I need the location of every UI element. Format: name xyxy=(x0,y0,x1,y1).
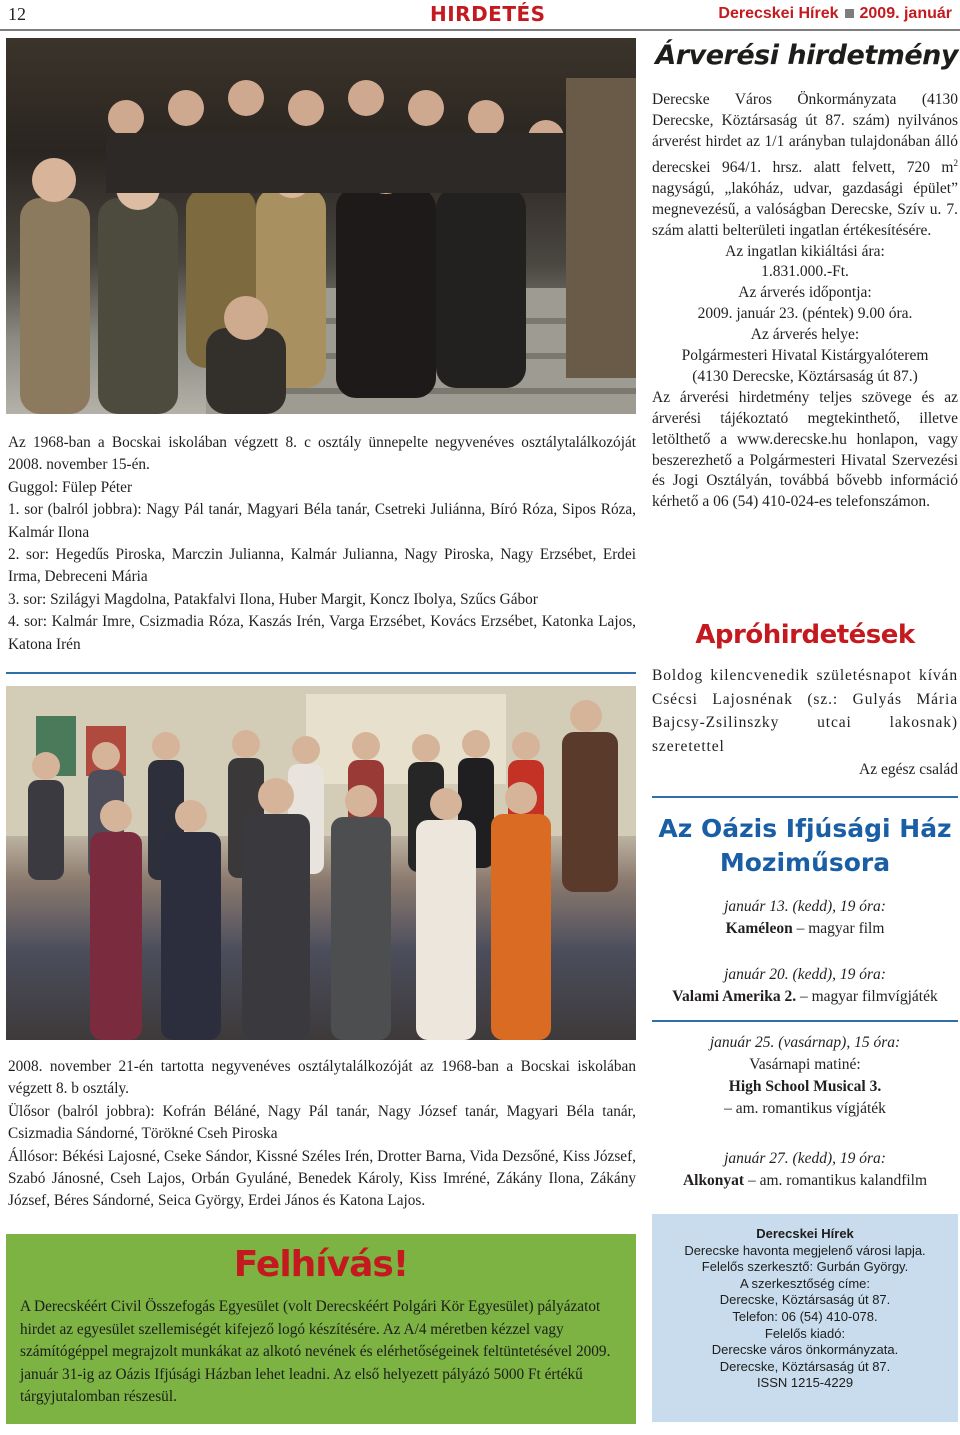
place-value: Polgármesteri Hivatal Kistárgyalóterem xyxy=(681,347,929,365)
classifieds-title: Apróhirdetések xyxy=(695,620,915,650)
impressum-line: Felelős szerkesztő: Gurbán György. xyxy=(701,1259,909,1275)
page-header xyxy=(0,0,960,30)
issue-info xyxy=(718,5,952,23)
classifieds-body xyxy=(652,664,958,782)
movie-genre: – am. romantikus vígjáték xyxy=(724,1100,886,1117)
caption-line: 1. sor (balról jobbra): Nagy Pál tanár, Magyari Béla tanár, Csetreki Juliánna, Bíró Róza, Sipos Róza, Kalmár Ilona xyxy=(8,501,636,541)
movie-title: Alkonyat xyxy=(682,1172,745,1189)
caption-line: Állósor: Békési Lajosné, Cseke Sándor, Kissné Széles Irén, Drotter Barna, Vida Dezsőné, Kiss József, Szabó Jánosné, Cseh Lajos, Orbán Gyuláné, Benedek Károly, Kiss Imréné, Zákány Ilona, Zákány József, Béres Sándorné, Seica György, Erdei János és Katona Lajos. xyxy=(8,1147,636,1210)
impressum-line: Derecske, Köztársaság út 87. xyxy=(719,1358,891,1374)
price-value: 1.831.000.-Ft. xyxy=(761,263,849,281)
caption-line: Ülősor (balról jobbra): Kofrán Béláné, Nagy Pál tanár, Nagy József tanár, Magyari Béla tanár, Csizmadia Sándorné, Törökné Cseh Piroska xyxy=(8,1102,636,1143)
auction-intro-text: Derecske Város Önkormányzata (4130 Derecske, Köztársaság út 87. szám) nyilvános árverést hirdet az 1/1 arányban tulajdonában álló derecskei 964/1. hrsz. alatt felvett, 720 m xyxy=(652,91,958,176)
impressum-line: Felelős kiadó: xyxy=(764,1325,846,1341)
caption-line: 2. sor: Hegedűs Piroska, Marczin Julianna, Kalmár Julianna, Nagy Piroska, Nagy Erzsébet, Erdei Irma, Debreceni Mária xyxy=(8,546,636,586)
movie-listing xyxy=(652,896,958,940)
call-for-entries-box xyxy=(6,1234,636,1424)
header-rule xyxy=(0,29,960,31)
classified-signature: Az egész család xyxy=(859,761,958,778)
movie-listing xyxy=(652,964,958,1008)
auction-closing: Az árverési hirdetmény teljes szövege és az árverési tájékoztató megtekinthető, illetve letölthető a www.derecske.hu honlapon, vagy beszerezhető a Polgármesteri Hivatal Szervezési és Jogi Osztályán, továbbá bővebb információ kérhető a 06 (54) 410-024-es telefonszámon. xyxy=(652,388,958,511)
impressum-line: Derecske, Köztársaság út 87. xyxy=(719,1292,891,1308)
movie-date: január 25. (vasárnap), 15 óra: xyxy=(709,1034,901,1051)
caption-line: 4. sor: Kalmár Imre, Csizmadia Róza, Kaszás Irén, Varga Erzsébet, Kovács Erzsébet, Katonka Lajos, Katona Irén xyxy=(8,613,636,653)
photo2-caption xyxy=(8,1056,636,1213)
caption-line: Guggol: Fülep Péter xyxy=(8,478,133,496)
movie-line xyxy=(652,918,958,940)
auction-notice xyxy=(652,90,958,513)
call-title: Felhívás! xyxy=(233,1244,409,1285)
impressum-line: Telefon: 06 (54) 410-078. xyxy=(732,1308,878,1324)
movie-title: Kaméleon xyxy=(725,920,793,937)
separator-square-icon xyxy=(845,9,854,18)
caption-line: 3. sor: Szilágyi Magdolna, Patakfalvi Ilona, Huber Margit, Koncz Ibolya, Szűcs Gábor xyxy=(8,590,538,608)
place-label: Az árverés helye: xyxy=(750,326,860,344)
time-label: Az árverés időpontja: xyxy=(738,284,872,302)
movie-line xyxy=(652,1076,958,1098)
time-value: 2009. január 23. (péntek) 9.00 óra. xyxy=(697,305,913,323)
photo1-caption xyxy=(8,432,636,656)
movie-genre: – magyar film xyxy=(796,920,885,937)
cinema-title-line2: Moziműsora xyxy=(719,848,891,877)
page-number: 12 xyxy=(8,4,26,24)
movie-genre: – magyar filmvígjáték xyxy=(799,988,938,1005)
impressum-line: A szerkesztőség címe: xyxy=(739,1275,871,1291)
issue-date: 2009. január xyxy=(859,5,952,22)
movie-listing xyxy=(652,1148,958,1192)
cinema-title-line1: Az Oázis Ifjúsági Ház xyxy=(658,814,952,843)
cinema-title xyxy=(652,812,958,880)
impressum-line: ISSN 1215-4229 xyxy=(756,1375,854,1391)
class-reunion-photo-8b xyxy=(6,686,636,1040)
divider xyxy=(652,796,958,798)
divider xyxy=(652,1020,958,1022)
auction-title: Árverési hirdetmény xyxy=(655,40,958,71)
movie-genre: – am. romantikus kalandfilm xyxy=(747,1172,928,1189)
movie-date: január 27. (kedd), 19 óra: xyxy=(724,1150,886,1167)
section-title: HIRDETÉS xyxy=(430,2,546,26)
impressum-name: Derecskei Hírek xyxy=(756,1226,854,1241)
caption-line: 2008. november 21-én tartotta negyvenéves osztálytalálkozóját az 1968-ban a Bocskai iskolában végzett 8. b osztály. xyxy=(8,1058,636,1098)
movie-title: High School Musical 3. xyxy=(728,1078,882,1095)
movie-title: Valami Amerika 2. xyxy=(672,988,797,1005)
caption-line: Az 1968-ban a Bocskai iskolában végzett 8. c osztály ünnepelte negyvenéves osztálytalálkozóját 2008. november 15-én. xyxy=(8,434,636,474)
call-text: A Derecskéért Civil Összefogás Egyesület (volt Derecskéért Polgári Kör Egyesület) pályázatot hirdet az egyesület szellemiségét kifejező logó készítésére. Az A/4 méretben kézzel vagy számítógéppel megrajzolt munkákat az alkotó nevének és elérhetőségeinek feltüntetésével 2009. január 31-ig az Oázis Ifjúsági Házban lehet leadni. Az első helyezett pályázó 5000 Ft értékű tárgyjutalomban részesül. xyxy=(20,1298,611,1406)
impressum-title xyxy=(652,1226,958,1243)
square-meter-sup: 2 xyxy=(953,157,958,168)
auction-intro-text-cont: nagyságú, „lakóház, udvar, gazdasági épület” megnevezésű, a valóságban Derecske, Szív u. 7. szám alatti belterületi ingatlan értékesítésére. xyxy=(652,179,958,239)
movie-date: január 20. (kedd), 19 óra: xyxy=(724,966,886,983)
movie-subtitle: Vasárnapi matiné: xyxy=(749,1056,861,1073)
class-reunion-photo-8c xyxy=(6,38,636,414)
movie-listing xyxy=(652,1032,958,1120)
divider xyxy=(6,672,636,674)
place-address: (4130 Derecske, Köztársaság út 87.) xyxy=(692,367,918,385)
movie-line xyxy=(652,986,958,1008)
impressum-box xyxy=(652,1214,958,1422)
publication-name: Derecskei Hírek xyxy=(718,5,839,22)
auction-intro xyxy=(652,90,958,242)
movie-date: január 13. (kedd), 19 óra: xyxy=(724,898,886,915)
classified-text: Boldog kilencvenedik születésnapot kíván Csécsi Lajosnénak (sz.: Gulyás Mária Bajcsy-Zsilinszky utcai lakosnak) szeretettel xyxy=(652,667,958,755)
movie-line xyxy=(652,1170,958,1192)
impressum-line: Derecske havonta megjelenő városi lapja. xyxy=(684,1242,926,1258)
impressum-line: Derecske város önkormányzata. xyxy=(711,1342,899,1358)
price-label: Az ingatlan kikiáltási ára: xyxy=(725,242,885,260)
